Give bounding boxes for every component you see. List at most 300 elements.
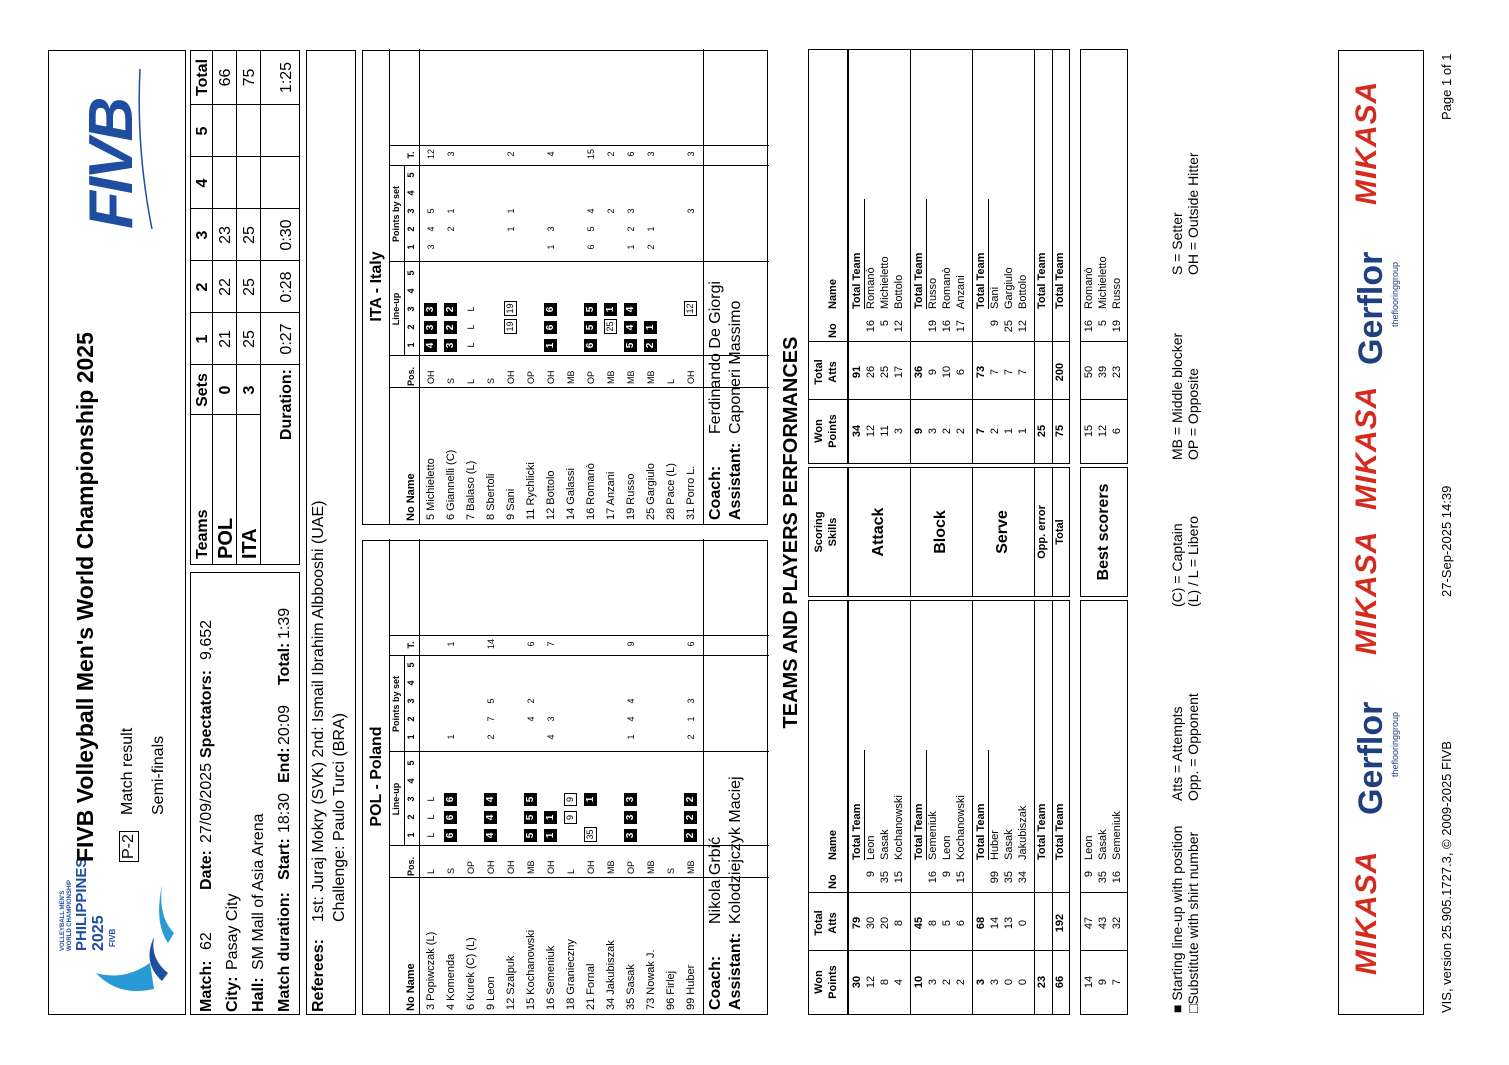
legend-s: S = Setter [1169,212,1185,275]
points-by-set-header: Points by set [391,186,401,243]
group-atts: 91 [851,365,863,379]
total-won: 75 [1054,424,1066,438]
skill-total: Total [1054,519,1066,545]
footer-version: VIS, version 25.905.1727.3, © 2009-2025 FIVB [1439,741,1454,1013]
row-atts: 8 [893,919,905,927]
row-name: Leon [865,835,877,860]
col-divider [389,165,769,166]
wc-logo-line2: WORLD CHAMPIONSHIP [67,880,73,951]
group-atts: 45 [913,916,925,930]
player-name: 3 Popiwczak (L) [425,931,437,1010]
col-divider [1080,399,1128,400]
group-divider [910,600,911,1015]
player-name: 6 Giannelli (C) [445,449,457,520]
set-points: 2 [526,698,536,704]
set-points: 1 [506,226,516,232]
total-label: Total: [276,642,293,685]
sponsor-mikasa-4: MIKASA [1350,80,1383,205]
sponsor-mikasa-1: MIKASA [1350,850,1383,975]
start-label: Start: [276,838,293,880]
player-pos: S [666,867,676,874]
score-col-teams: Teams [194,509,211,559]
lineup-set-header: 5 [406,270,416,276]
col-divider [808,341,848,342]
player-pos: S [446,867,456,874]
sub-divider [404,166,405,356]
lineup-mark: 4 [484,811,497,824]
lineup-mark: 2 [644,339,657,352]
points-set-header: 3 [406,208,416,214]
row-atts: 8 [927,919,939,927]
points-set-header: 5 [406,662,416,668]
lineup-mark: 6 [544,303,557,316]
col-no: No [827,874,839,889]
best-won: 12 [1097,424,1109,438]
player-pos: OP [526,370,536,384]
wc-logo-line1: VOLLEYBALL MEN'S [60,890,66,951]
best-atts: 23 [1111,365,1123,379]
player-name: 21 Fornal [585,963,597,1010]
set-points: 5 [426,208,436,214]
lineup-mark: 5 [524,829,537,842]
doc-code: P-2 [119,831,139,862]
row-name: Leon [941,835,953,860]
team-table-pol [362,540,768,1015]
row-atts: 5 [941,919,953,927]
row-name: Huber [989,830,1001,860]
best-won: 15 [1083,424,1095,438]
row-name: Bottolo [1017,274,1029,309]
opp-name: Total Team [1036,803,1048,860]
lineup-mark: 1 [604,303,617,316]
lineup-mark: 6 [444,811,457,824]
score-total-pol: 66 [217,68,234,87]
player-pos: MB [606,370,616,384]
assistant-name: Caponeri Massimo [727,300,744,434]
player-name: 11 Rychlicki [525,462,537,520]
row-atts: 7 [1017,368,1029,376]
opp-name: Total Team [1036,252,1048,309]
set-points: 4 [426,226,436,232]
lineup-mark: 5 [524,793,537,806]
row-no: 16 [865,320,877,333]
coach-name: Ferdinando De Giorgi [707,281,724,434]
points-set-header: 2 [406,716,416,722]
player-total: 7 [546,641,556,647]
best-no: 5 [1097,320,1109,327]
referees-label: Referees: [310,939,327,1012]
footer-page: Page 1 of 1 [1439,53,1454,120]
lineup-header: Line-up [391,292,401,326]
opp-won: 23 [1036,975,1048,989]
player-name: 73 Nowak J. [645,949,657,1010]
wc-logo-line4: 2025 [90,915,107,951]
row-no: 17 [955,320,967,333]
player-name: 5 Michieletto [425,458,437,520]
row-name: Semeniuk [927,811,939,860]
score-duration-s2: 0:28 [278,271,295,303]
best-name: Semeniuk [1111,811,1123,860]
lineup-set-header: 1 [406,832,416,838]
row-won: 3 [927,978,939,986]
skill-opp-error: Opp. error [1036,505,1048,559]
skill-divider [1034,467,1035,597]
group-atts: 79 [851,916,863,930]
skill-label: Attack [870,507,887,557]
set-points: 4 [626,716,636,722]
row-won: 1 [1017,427,1029,435]
set-points: 6 [586,244,596,250]
legend-substitute: □Substitute with shirt number [1185,831,1201,1013]
spectators-value: 9,652 [198,619,215,660]
row-name: Romanò [865,267,877,309]
col-won: Points [827,414,839,448]
row-no: 12 [893,320,905,333]
lineup-mark: 6 [444,829,457,842]
group-divider [972,49,973,464]
coach-divider [703,49,704,524]
col-pos: Pos. [406,366,416,386]
lineup-set-header: 3 [406,306,416,312]
player-name: 31 Porro L. [685,465,697,520]
player-name: 19 Russo [625,473,637,520]
col-won: Won [813,419,825,443]
lineup-mark: 2 [444,303,457,316]
score-s1-ita: 25 [241,330,258,348]
player-name: 34 Jakubiszak [605,940,617,1010]
player-pos: OH [686,370,696,384]
doc-title: Match result [119,727,136,815]
set-points: 3 [686,208,696,214]
header-divider [419,539,420,1014]
player-total: 3 [686,151,696,157]
row-no: 16 [927,871,939,884]
player-pos: MB [646,370,656,384]
score-s1-pol: 21 [217,330,234,348]
row-no: 9 [989,320,1001,327]
col-atts: Total [813,910,825,936]
title-divider [389,539,390,1014]
row-no: 16 [941,320,953,333]
row-name: Russo [927,277,939,309]
total-won: 66 [1054,975,1066,989]
row-no: 9 [941,871,953,878]
player-pos: OH [546,860,556,874]
lineup-mark: 2 [684,811,697,824]
col-name: Name [827,830,839,860]
lineup-mark: 19 [504,319,517,334]
group-name: Total Team [975,803,987,860]
group-won: 9 [913,427,925,435]
player-name: 15 Kochanowski [525,929,537,1010]
set-points: 4 [526,716,536,722]
row-atts: 20 [879,916,891,930]
col-divider [389,655,769,656]
row-atts: 0 [1017,919,1029,927]
col-won: Won [813,970,825,994]
col-divider [808,950,848,951]
player-name: 4 Komenda [445,953,457,1010]
col-divider [848,892,1070,893]
lineup-mark: 6 [544,321,557,334]
lineup-mark: 4 [424,339,437,352]
lineup-mark: 1 [544,339,557,352]
row-won: 4 [893,978,905,986]
row-won: 3 [989,978,1001,986]
row-atts: 25 [879,365,891,379]
best-no: 19 [1111,320,1123,333]
lineup-mark: 3 [444,339,457,352]
points-by-set-header: Points by set [391,676,401,733]
group-name: Total Team [913,803,925,860]
group-divider [910,49,911,464]
set-points: 2 [626,226,636,232]
total-divider [1052,600,1053,1015]
col-divider [848,950,1070,951]
player-name: 35 Sasak [625,964,637,1010]
col-divider [389,261,769,262]
group-won: 3 [975,978,987,986]
col-total: T. [406,151,416,159]
lineup-set-header: 2 [406,814,416,820]
lineup-mark: 9 [564,793,577,806]
team-title: ITA - Italy [368,251,385,322]
legend-captain: (C) = Captain [1169,523,1185,607]
row-won: 3 [893,427,905,435]
legend-libero: (L) / L = Libero [1185,516,1201,607]
start-value: 18:30 [276,792,293,833]
player-pos: S [446,377,456,384]
best-no: 9 [1083,871,1095,878]
row-no: 12 [1017,320,1029,333]
phase: Semi-finals [150,735,167,815]
player-name: 18 Granieczny [565,939,577,1010]
set-points: 1 [446,734,456,740]
group-won: 34 [851,424,863,438]
hall-label: Hall: [250,977,267,1012]
lineup-mark: 3 [424,303,437,316]
date-label: Date: [198,849,215,890]
col-won: Points [827,965,839,999]
performances-pol [808,600,1123,1015]
player-name: 16 Semeniuk [545,945,557,1010]
set-points: 5 [586,226,596,232]
points-set-header: 4 [406,680,416,686]
assistant-label: Assistant: [727,442,744,520]
lineup-mark: 2 [444,321,457,334]
points-set-header: 2 [406,226,416,232]
row-no: 35 [1003,871,1015,884]
row-atts: 30 [865,916,877,930]
player-name: 17 Anzani [605,471,617,520]
player-pos: MB [526,860,536,874]
lineup-mark: L [466,342,476,348]
row-no: 99 [989,871,1001,884]
set-points: 1 [546,244,556,250]
coach-label: Coach: [707,465,724,520]
player-pos: OH [546,370,556,384]
player-pos: OH [506,370,516,384]
player-total: 1 [446,641,456,647]
score-duration-label: Duration: [278,369,295,441]
total-name: Total Team [1054,803,1066,860]
page-title: FIVB Volleyball Men's World Championship 2025 [72,332,98,862]
set-points: 1 [626,244,636,250]
sponsor-mikasa-3: MIKASA [1350,385,1383,510]
set-points: 4 [626,698,636,704]
lineup-set-header: 4 [406,288,416,294]
skill-best-scorers: Best scorers [1095,483,1112,581]
set-points: 3 [426,244,436,250]
lineup-mark: 3 [424,321,437,334]
player-name: 8 Sbertoli [485,473,497,520]
player-name: 25 Gargiulo [645,463,657,520]
score-s2-pol: 22 [217,278,234,296]
best-atts: 47 [1083,916,1095,930]
title-divider [389,49,390,524]
row-won: 12 [865,975,877,989]
skill-divider [972,467,973,597]
col-atts: Atts [827,912,839,934]
row-name: Kochanowski [893,795,905,860]
player-pos: MB [606,860,616,874]
set-points: 1 [646,226,656,232]
group-won: 30 [851,975,863,989]
score-col-sets: Sets [194,373,211,407]
end-label: End: [276,747,293,783]
score-col-s2: 2 [194,282,211,292]
player-pos: OP [466,860,476,874]
score-team-pol: POL [215,517,237,559]
lineup-header: Line-up [391,782,401,816]
lineup-mark: 25 [604,319,617,334]
best-atts: 32 [1111,916,1123,930]
player-total: 6 [686,641,696,647]
score-s3-ita: 25 [241,226,258,244]
row-no: 19 [927,320,939,333]
group-name: Total Team [851,803,863,860]
referees-line2: Challenge: Paulo Turci (BRA) [331,713,348,922]
row-won: 0 [1003,978,1015,986]
lineup-mark: 4 [484,829,497,842]
lineup-set-header: 1 [406,342,416,348]
best-atts: 39 [1097,365,1109,379]
skills-header: Scoring [813,511,825,553]
best-won: 6 [1111,427,1123,435]
col-name: Name [827,279,839,309]
row-atts: 7 [989,368,1001,376]
set-points: 1 [506,208,516,214]
total-atts: 192 [1054,913,1066,933]
row-name: Michieletto [879,256,891,309]
player-pos: OH [426,370,436,384]
col-divider [808,399,848,400]
col-pos: Pos. [406,856,416,876]
footer-date: 27-Sep-2025 14:39 [1439,485,1454,597]
date-value: 27/09/2025 [198,762,215,843]
row-name: Bottolo [893,274,905,309]
sub-divider [404,656,405,846]
group-won: 10 [913,975,925,989]
col-atts: Atts [827,361,839,383]
legend-starting: ■ Starting line-up with position [1169,825,1185,1013]
row-no: 25 [1003,320,1015,333]
lineup-mark: L [466,324,476,330]
legend-opp: Opp. = Opponent [1185,693,1201,801]
player-pos: MB [686,860,696,874]
performances-skills [808,467,1112,597]
row-name: Sani [989,286,1001,309]
row-name: Sasak [879,829,891,860]
col-no: No [827,323,839,338]
match-number: 62 [198,932,215,950]
player-pos: L [466,378,476,384]
best-name: Michieletto [1097,256,1109,309]
lineup-mark: 5 [584,303,597,316]
lineup-mark: L [426,814,436,820]
row-atts: 6 [955,368,967,376]
coach-name: Nikola Grbić [707,836,724,924]
points-set-header: 1 [406,244,416,250]
lineup-mark: 4 [624,303,637,316]
lineup-set-header: 2 [406,324,416,330]
set-points: 3 [546,716,556,722]
lineup-mark: 9 [564,811,577,824]
col-divider [389,751,769,752]
row-atts: 26 [865,365,877,379]
score-duration-total: 1:25 [278,61,295,94]
group-name: Total Team [975,252,987,309]
best-name: Romanò [1083,267,1095,309]
score-total-ita: 75 [241,68,258,87]
score-s2-ita: 25 [241,278,258,296]
legend-op: OP = Opposite [1185,368,1201,460]
skill-divider [1052,467,1053,597]
player-pos: L [566,868,576,874]
player-total: 2 [606,151,616,157]
match-label: Match: [198,960,215,1012]
group-divider [972,600,973,1015]
row-won: 2 [955,978,967,986]
row-won: 2 [989,427,1001,435]
lineup-mark: 5 [524,811,537,824]
spectators-label: Spectators: [198,669,215,758]
lineup-mark: 4 [624,321,637,334]
player-pos: OH [506,860,516,874]
score-col-s4: 4 [194,178,211,188]
player-total: 3 [646,151,656,157]
lineup-mark: 1 [544,829,557,842]
player-total: 15 [586,149,596,160]
lineup-mark: 35 [584,827,597,842]
player-name: 9 Sani [505,488,517,520]
lineup-mark: 3 [624,829,637,842]
wc-logo-line5: FIVB [108,928,117,947]
lineup-mark: 3 [624,811,637,824]
row-won: 2 [941,427,953,435]
player-total: 12 [426,149,436,160]
best-no: 16 [1083,320,1095,333]
row-won: 8 [879,978,891,986]
player-total: 6 [526,641,536,647]
lineup-mark: 5 [624,339,637,352]
hall-value: SM Mall of Asia Arena [250,813,267,970]
row-name: Gargiulo [1003,267,1015,309]
row-won: 1 [1003,427,1015,435]
row-atts: 10 [941,365,953,379]
score-duration-s3: 0:30 [278,219,295,251]
lineup-mark: 2 [684,793,697,806]
